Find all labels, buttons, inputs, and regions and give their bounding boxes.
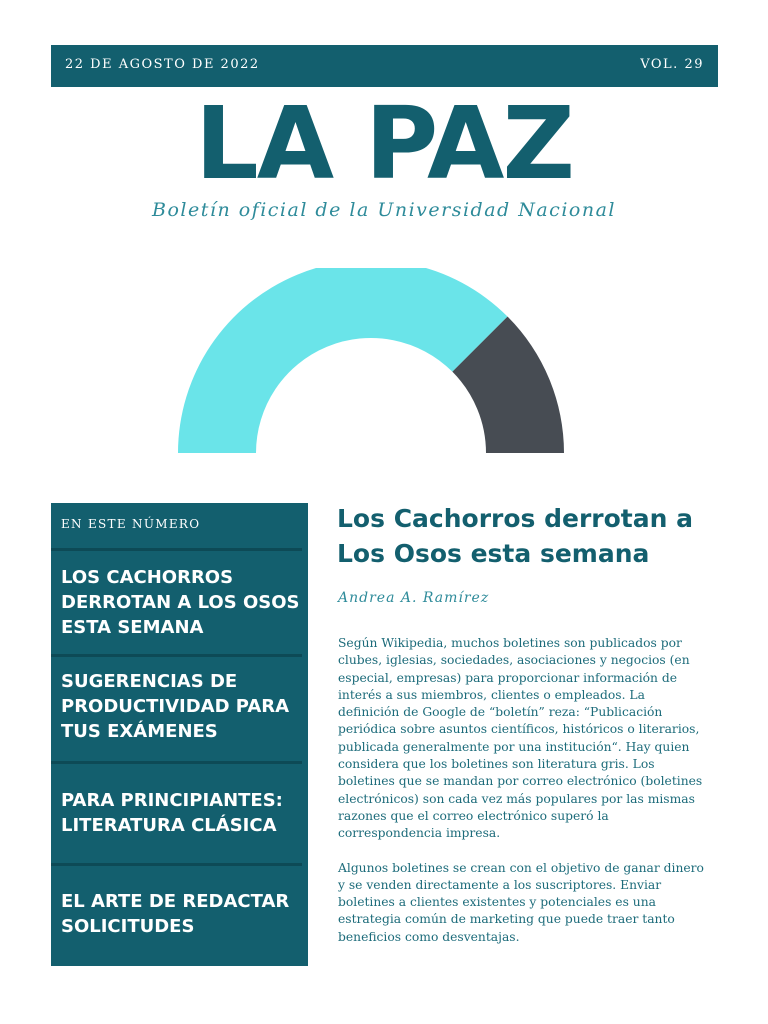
issue-item-2[interactable]: SUGERENCIAS DE PRODUCTIVIDAD PARA TUS EXÁMENES [61, 671, 290, 742]
article-headline: Los Cachorros derrotan a Los Osos esta semana [337, 504, 693, 568]
article-author: Andrea A. Ramírez [338, 590, 490, 606]
article-paragraph-2: Algunos boletines se crean con el objetivo de ganar dinero y se venden directamente a los suscriptores. Enviar boletines a clientes existentes y potenciales es una estrategia común de marketing que puede traer tanto beneficios como desventajas. [338, 860, 704, 944]
newsletter-title: LA PAZ [195, 85, 573, 202]
gauge-filled-arc [178, 268, 507, 453]
divider [51, 654, 302, 657]
issue-item-3[interactable]: PARA PRINCIPIANTES: LITERATURA CLÁSICA [61, 790, 283, 836]
issue-volume: VOL. 29 [640, 57, 704, 72]
issue-date: 22 DE AGOSTO DE 2022 [65, 57, 260, 72]
divider [51, 761, 302, 764]
newsletter-subtitle: Boletín oficial de la Universidad Nacional [152, 199, 616, 221]
article-paragraph-1: Según Wikipedia, muchos boletines son publicados por clubes, iglesias, sociedades, asociaciones y negocios (en especial, empresas) para proporcionar información de interés a sus miembros, clientes o empleados. La definición de Google de “boletín” reza: “Publicación periódica sobre asuntos científicos, históricos o literarios, publicada generalmente por una institución“. Hay quien considera que los boletines son literatura gris. Los boletines que se mandan por correo electrónico (boletines electrónicos) son cada vez más populares por las mismas razones que el correo electrónico superó la correspondencia impresa. [338, 636, 703, 841]
gauge-graphic [176, 268, 566, 458]
in-this-issue-label: EN ESTE NÚMERO [61, 517, 201, 531]
issue-item-1[interactable]: LOS CACHORROS DERROTAN A LOS OSOS ESTA SEMANA [61, 567, 300, 638]
divider [51, 548, 302, 551]
header-bar [51, 45, 718, 87]
article-body [338, 635, 708, 963]
divider [51, 863, 302, 866]
in-this-issue-panel [51, 503, 308, 966]
issue-item-4[interactable]: EL ARTE DE REDACTAR SOLICITUDES [61, 891, 290, 937]
